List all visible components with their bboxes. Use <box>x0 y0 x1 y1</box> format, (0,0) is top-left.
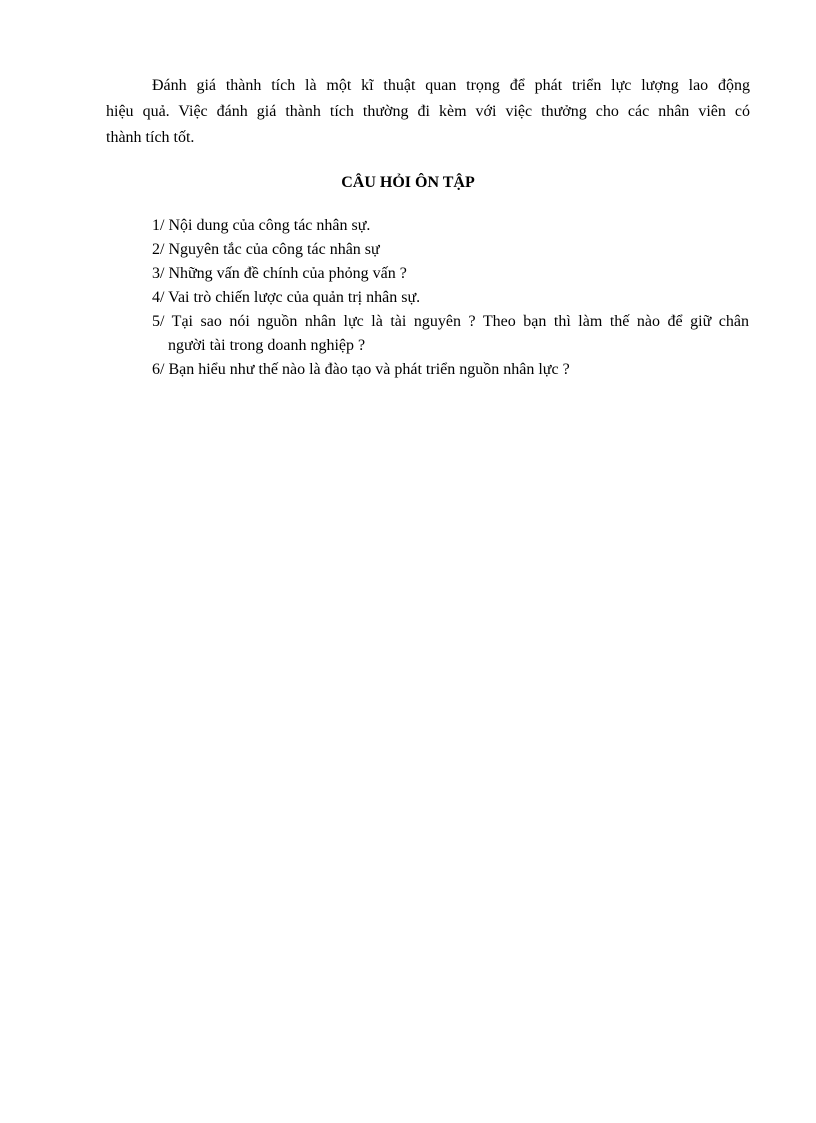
question-text-continued: người tài trong doanh nghiệp ? <box>168 337 366 354</box>
section-title: CÂU HỎI ÔN TẬP <box>341 174 475 191</box>
question-item <box>152 238 752 262</box>
intro-paragraph <box>106 73 750 151</box>
question-text: 2/ Nguyên tắc của công tác nhân sự <box>152 241 380 258</box>
question-item <box>152 214 752 238</box>
question-text: 4/ Vai trò chiến lược của quản trị nhân sự. <box>152 289 421 306</box>
question-text: 1/ Nội dung của công tác nhân sự. <box>152 217 371 234</box>
question-item <box>152 310 752 358</box>
paragraph-line: thành tích tốt. <box>106 129 195 146</box>
question-text: 3/ Những vấn đề chính của phỏng vấn ? <box>152 265 407 282</box>
question-text: 5/ Tại sao nói nguồn nhân lực là tài nguyên ? Theo bạn thì làm thế nào để giữ chân <box>152 313 749 330</box>
question-item <box>152 358 752 382</box>
question-item <box>152 286 752 310</box>
paragraph-line: hiệu quả. Việc đánh giá thành tích thường đi kèm với việc thưởng cho các nhân viên có <box>106 103 750 120</box>
question-text: 6/ Bạn hiểu như thế nào là đào tạo và phát triển nguồn nhân lực ? <box>152 361 570 378</box>
review-question-list <box>152 214 752 382</box>
paragraph-line: Đánh giá thành tích là một kĩ thuật quan trọng để phát triển lực lượng lao động <box>152 77 750 94</box>
question-item <box>152 262 752 286</box>
